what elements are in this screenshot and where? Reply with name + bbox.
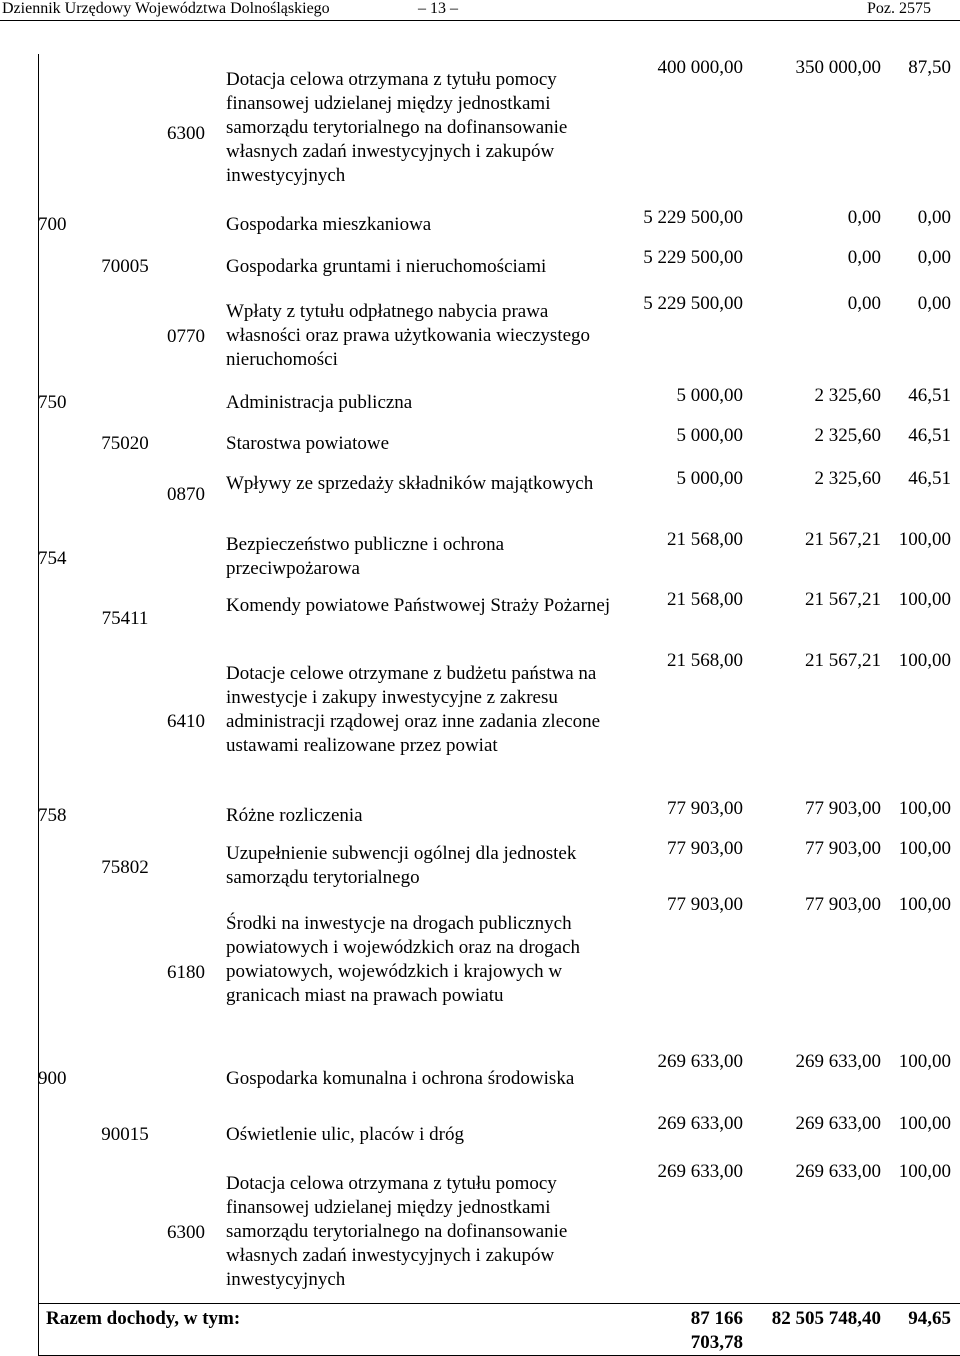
row-label: Gospodarka mieszkaniowa bbox=[226, 214, 432, 235]
plan-value: 21 568,00 bbox=[667, 529, 743, 550]
total-procent: 94,65 bbox=[908, 1308, 951, 1329]
row-label: Uzupełnienie subwencji ogólnej dla jednostek samorządu terytorialnego bbox=[226, 843, 577, 888]
row-label: Gospodarka komunalna i ochrona środowiska bbox=[226, 1068, 575, 1089]
row-label: Oświetlenie ulic, placów i dróg bbox=[226, 1124, 464, 1145]
dzial-code: 754 bbox=[38, 548, 67, 569]
row-label: Starostwa powiatowe bbox=[226, 433, 390, 454]
procent-value: 100,00 bbox=[898, 589, 951, 610]
plan-value: 77 903,00 bbox=[667, 838, 743, 859]
paragraf-code: 0770 bbox=[167, 326, 205, 347]
plan-value: 400 000,00 bbox=[657, 57, 743, 78]
page-header bbox=[0, 0, 960, 20]
dzial-code: 750 bbox=[38, 392, 67, 413]
procent-value: 100,00 bbox=[898, 838, 951, 859]
wykonanie-value: 0,00 bbox=[847, 293, 881, 314]
wykonanie-value: 269 633,00 bbox=[795, 1113, 881, 1134]
plan-value: 77 903,00 bbox=[667, 894, 743, 915]
paragraf-code: 6300 bbox=[167, 123, 205, 144]
dzial-code: 700 bbox=[38, 214, 67, 235]
row-label: Administracja publiczna bbox=[226, 392, 413, 413]
procent-value: 0,00 bbox=[917, 207, 951, 228]
wykonanie-value: 21 567,21 bbox=[805, 589, 881, 610]
row-label: Dotacja celowa otrzymana z tytułu pomocy finansowej udzielanej między jednostkami samorządu terytorialnego na dofinansowanie własnych zadań inwestycyjnych i zakupów inwestycyjnych bbox=[226, 69, 568, 186]
procent-value: 100,00 bbox=[898, 894, 951, 915]
plan-value: 21 568,00 bbox=[667, 650, 743, 671]
plan-value: 269 633,00 bbox=[657, 1051, 743, 1072]
rozdzial-code: 75020 bbox=[101, 433, 149, 454]
row-label: Dotacje celowe otrzymane z budżetu państwa na inwestycje i zakupy inwestycyjne z zakresu administracji rządowej oraz inne zadania zlecone ustawami realizowane przez powiat bbox=[226, 663, 600, 756]
row-label: Środki na inwestycje na drogach publicznych powiatowych i wojewódzkich oraz na drogach powiatowych, wojewódzkich i krajowych w granicach miast na prawach powiatu bbox=[226, 913, 581, 1006]
wykonanie-value: 2 325,60 bbox=[814, 468, 881, 489]
procent-value: 100,00 bbox=[898, 650, 951, 671]
paragraf-code: 0870 bbox=[167, 484, 205, 505]
wykonanie-value: 2 325,60 bbox=[814, 385, 881, 406]
dzial-code: 900 bbox=[38, 1068, 67, 1089]
journal-title: Dziennik Urzędowy Województwa Dolnośląskiego bbox=[2, 0, 330, 17]
procent-value: 0,00 bbox=[917, 293, 951, 314]
procent-value: 100,00 bbox=[898, 798, 951, 819]
procent-value: 46,51 bbox=[908, 425, 951, 446]
procent-value: 100,00 bbox=[898, 1051, 951, 1072]
total-plan: 87 166 703,78 bbox=[690, 1308, 743, 1353]
procent-value: 46,51 bbox=[908, 385, 951, 406]
total-label: Razem dochody, w tym: bbox=[46, 1308, 241, 1329]
row-label: Gospodarka gruntami i nieruchomościami bbox=[226, 256, 547, 277]
wykonanie-value: 77 903,00 bbox=[805, 838, 881, 859]
procent-value: 100,00 bbox=[898, 1161, 951, 1182]
plan-value: 5 000,00 bbox=[676, 468, 743, 489]
wykonanie-value: 77 903,00 bbox=[805, 894, 881, 915]
procent-value: 46,51 bbox=[908, 468, 951, 489]
row-label: Wpływy ze sprzedaży składników majątkowych bbox=[226, 473, 594, 494]
row-label: Wpłaty z tytułu odpłatnego nabycia prawa własności oraz prawa użytkowania wieczystego nieruchomości bbox=[226, 301, 591, 370]
header-rule bbox=[0, 20, 960, 21]
paragraf-code: 6300 bbox=[167, 1222, 205, 1243]
table-border-left bbox=[38, 54, 39, 1356]
plan-value: 5 229 500,00 bbox=[643, 247, 743, 268]
plan-value: 5 000,00 bbox=[676, 425, 743, 446]
page-number: – 13 – bbox=[418, 0, 458, 17]
plan-value: 5 229 500,00 bbox=[643, 293, 743, 314]
procent-value: 100,00 bbox=[898, 1113, 951, 1134]
rozdzial-code: 70005 bbox=[101, 256, 149, 277]
wykonanie-value: 350 000,00 bbox=[795, 57, 881, 78]
wykonanie-value: 269 633,00 bbox=[795, 1051, 881, 1072]
row-label: Komendy powiatowe Państwowej Straży Pożarnej bbox=[226, 595, 611, 616]
paragraf-code: 6410 bbox=[167, 711, 205, 732]
row-label: Różne rozliczenia bbox=[226, 805, 363, 826]
plan-value: 77 903,00 bbox=[667, 798, 743, 819]
total-row-rule bbox=[38, 1303, 960, 1304]
wykonanie-value: 0,00 bbox=[847, 207, 881, 228]
wykonanie-value: 0,00 bbox=[847, 247, 881, 268]
plan-value: 269 633,00 bbox=[657, 1161, 743, 1182]
wykonanie-value: 77 903,00 bbox=[805, 798, 881, 819]
rozdzial-code: 90015 bbox=[101, 1124, 149, 1145]
total-wykonanie: 82 505 748,40 bbox=[771, 1308, 881, 1329]
plan-value: 21 568,00 bbox=[667, 589, 743, 610]
rozdzial-code: 75802 bbox=[101, 857, 149, 878]
rozdzial-code: 75411 bbox=[101, 608, 149, 629]
row-label: Bezpieczeństwo publiczne i ochrona przeciwpożarowa bbox=[226, 534, 505, 579]
plan-value: 5 229 500,00 bbox=[643, 207, 743, 228]
wykonanie-value: 269 633,00 bbox=[795, 1161, 881, 1182]
row-label: Dotacja celowa otrzymana z tytułu pomocy finansowej udzielanej między jednostkami samorządu terytorialnego na dofinansowanie własnych zadań inwestycyjnych i zakupów inwestycyjnych bbox=[226, 1173, 568, 1290]
plan-value: 269 633,00 bbox=[657, 1113, 743, 1134]
wykonanie-value: 21 567,21 bbox=[805, 650, 881, 671]
plan-value: 5 000,00 bbox=[676, 385, 743, 406]
procent-value: 100,00 bbox=[898, 529, 951, 550]
paragraf-code: 6180 bbox=[167, 962, 205, 983]
dzial-code: 758 bbox=[38, 805, 67, 826]
wykonanie-value: 21 567,21 bbox=[805, 529, 881, 550]
procent-value: 87,50 bbox=[908, 57, 951, 78]
procent-value: 0,00 bbox=[917, 247, 951, 268]
position-number: Poz. 2575 bbox=[867, 0, 931, 17]
wykonanie-value: 2 325,60 bbox=[814, 425, 881, 446]
